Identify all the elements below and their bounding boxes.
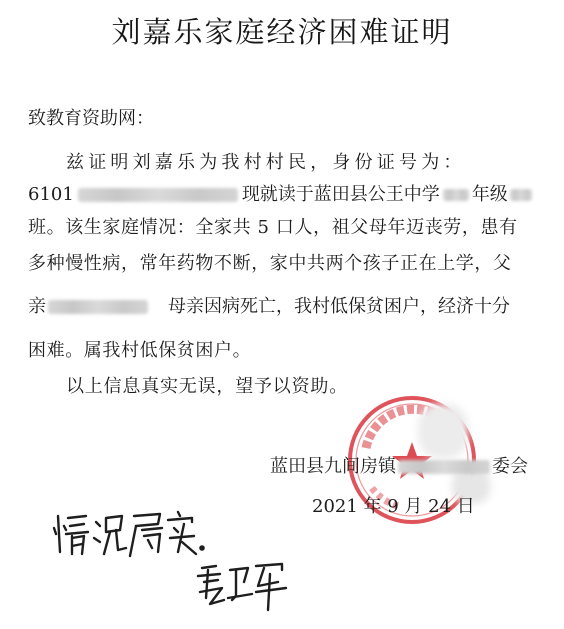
org-name-suffix: 委会 (492, 456, 528, 477)
org-name-prefix: 蓝田县九间房镇 (270, 456, 396, 477)
redacted-seal-area (418, 404, 468, 458)
id-number-prefix: 6101 (28, 184, 74, 205)
redacted-father-info (48, 300, 148, 314)
redacted-village-name (398, 460, 490, 474)
father-label: 亲 (28, 296, 46, 317)
greeting: 致教育资助网： (28, 108, 154, 129)
redacted-id-number (78, 188, 238, 202)
school-text: 现就读于蓝田县公王中学 (241, 184, 440, 205)
closing-statement: 以上信息真实无误，望予以资助。 (66, 376, 348, 397)
issuing-organization (270, 452, 528, 478)
body-line-2 (28, 180, 532, 206)
issue-date: 2021 年 9 月 24 日 (312, 496, 475, 517)
document-title: 刘嘉乐家庭经济困难证明 (111, 15, 453, 49)
body-line-3: 班。该生家庭情况：全家共 5 口人，祖父母年迈丧劳，患有 (28, 217, 518, 238)
body-line-6: 困难。属我村低保贫困户。 (28, 340, 252, 361)
grade-suffix: 年级 (471, 184, 508, 205)
redacted-grade (443, 189, 469, 201)
body-line-1: 兹证明刘嘉乐为我村村民，身份证号为： (66, 152, 466, 173)
body-line-4: 多种慢性病，常年药物不断，家中共两个孩子正在上学，父 (28, 253, 512, 274)
body-line-5 (28, 292, 510, 318)
redacted-class (510, 189, 532, 201)
handwritten-signature (52, 508, 292, 618)
mother-text: 母亲因病死亡，我村低保贫困户，经济十分 (168, 296, 510, 317)
